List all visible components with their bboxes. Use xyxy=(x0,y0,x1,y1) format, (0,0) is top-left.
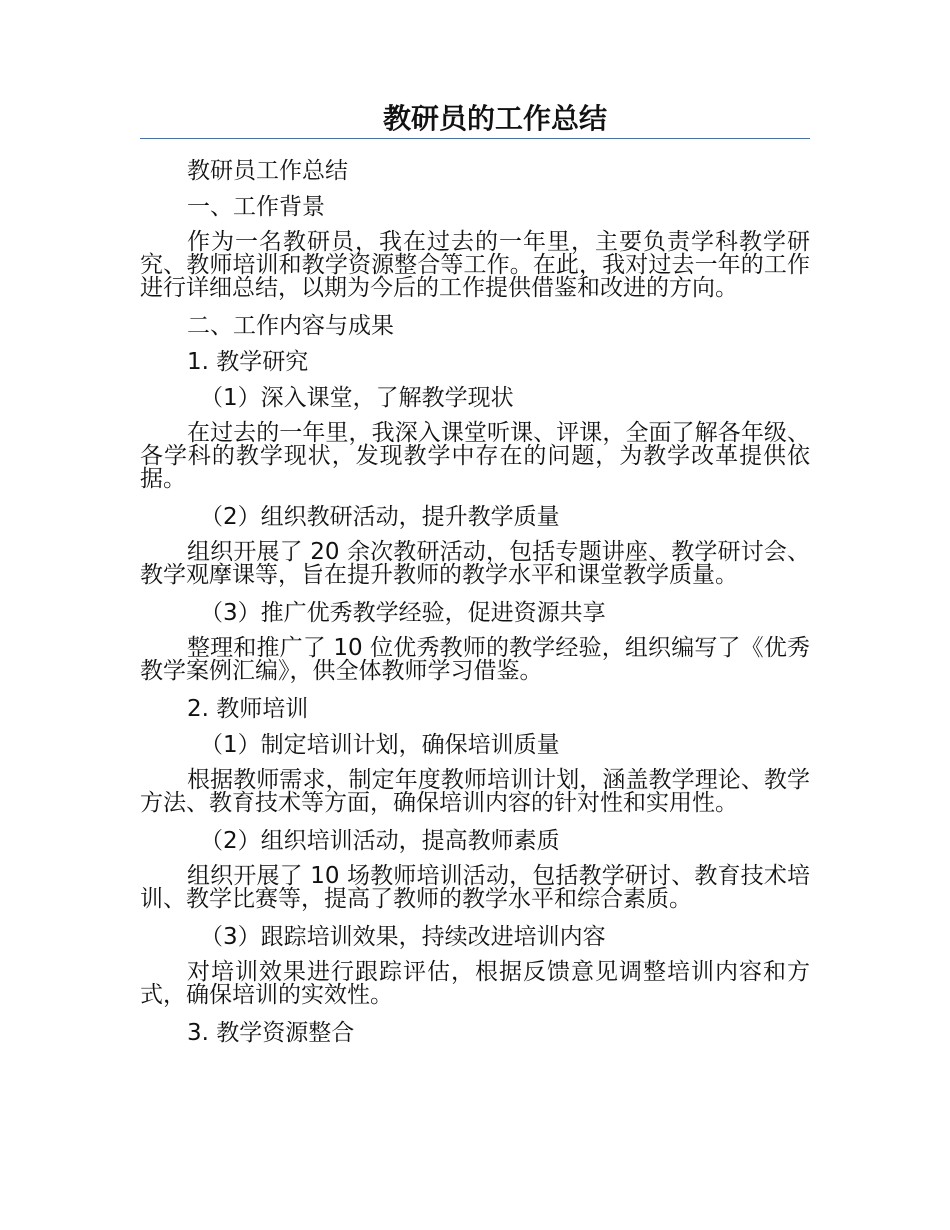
body-paragraph: 作为一名教研员，我在过去的一年里，主要负责学科教学研究、教师培训和教学资源整合等工作。在此，我对过去一年的工作进行详细总结，以期为今后的工作提供借鉴和改进的方向。 xyxy=(140,229,810,301)
subsection-heading: （1）制定培训计划，确保培训质量 xyxy=(200,732,560,758)
section-heading: 3. 教学资源整合 xyxy=(187,1020,355,1046)
body-paragraph: 组织开展了 20 余次教研活动，包括专题讲座、教学研讨会、教学观摩课等，旨在提升教师的教学水平和课堂教学质量。 xyxy=(140,539,810,588)
document-page xyxy=(140,100,810,1051)
section-heading: 一、工作背景 xyxy=(187,194,325,220)
document-body xyxy=(140,153,810,1051)
subsection-heading: （2）组织教研活动，提升教学质量 xyxy=(200,504,560,530)
body-paragraph: 对培训效果进行跟踪评估，根据反馈意见调整培训内容和方式，确保培训的实效性。 xyxy=(140,959,810,1008)
subsection-heading: （3）推广优秀教学经验，促进资源共享 xyxy=(200,600,606,626)
subsection-heading: （3）跟踪培训效果，持续改进培训内容 xyxy=(200,924,606,950)
section-heading: 1. 教学研究 xyxy=(187,349,309,375)
subsection-heading: （2）组织培训活动，提高教师素质 xyxy=(200,828,560,854)
body-paragraph: 根据教师需求，制定年度教师培训计划，涵盖教学理论、教学方法、教育技术等方面，确保培训内容的针对性和实用性。 xyxy=(140,767,810,816)
subsection-heading: （1）深入课堂，了解教学现状 xyxy=(200,385,514,411)
document-title: 教研员的工作总结 xyxy=(382,102,607,135)
title-underline xyxy=(140,138,810,139)
body-paragraph: 组织开展了 10 场教师培训活动，包括教学研讨、教育技术培训、教学比赛等，提高了教师的教学水平和综合素质。 xyxy=(140,863,810,912)
body-paragraph: 在过去的一年里，我深入课堂听课、评课，全面了解各年级、各学科的教学现状，发现教学中存在的问题，为教学改革提供依据。 xyxy=(140,420,810,492)
section-heading: 2. 教师培训 xyxy=(187,696,309,722)
section-heading: 教研员工作总结 xyxy=(187,158,348,184)
section-heading: 二、工作内容与成果 xyxy=(187,313,394,339)
body-paragraph: 整理和推广了 10 位优秀教师的教学经验，组织编写了《优秀教学案例汇编》，供全体教师学习借鉴。 xyxy=(140,635,810,684)
